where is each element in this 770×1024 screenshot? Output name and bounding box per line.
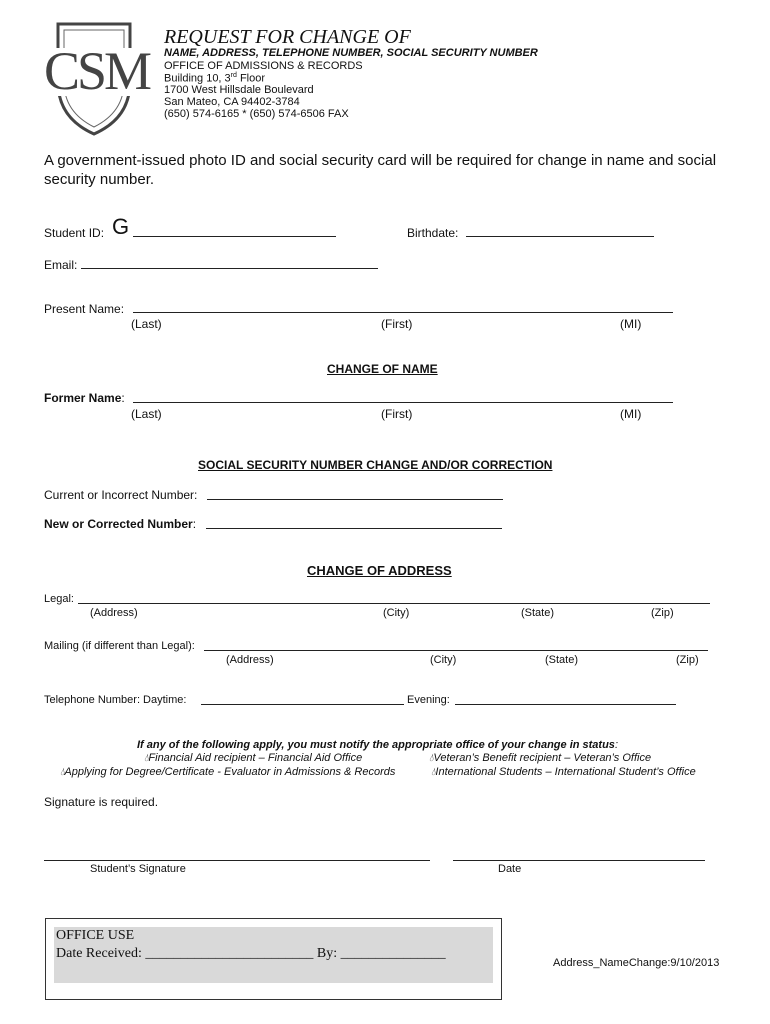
notify-item-4-text: International Students – International Student’s Office [435, 766, 696, 778]
telephone-daytime-field[interactable] [201, 704, 404, 705]
legal-state-caption: (State) [521, 607, 555, 619]
legal-address-caption: (Address) [90, 607, 138, 619]
mailing-address-field[interactable] [204, 650, 708, 651]
logo-text: CSM [44, 41, 150, 101]
email-field[interactable] [81, 268, 378, 269]
signature-required: Signature is required. [44, 795, 159, 809]
office-phone: (650) 574-6165 * (650) 574-6506 FAX [164, 108, 349, 120]
notify-item-degree [60, 766, 395, 779]
present-name-first: (First) [381, 317, 413, 331]
student-id-prefix: G [112, 214, 130, 239]
email-label: Email: [44, 258, 78, 272]
change-of-address-heading: CHANGE OF ADDRESS [307, 563, 452, 578]
mailing-zip-caption: (Zip) [676, 654, 699, 666]
present-name-label: Present Name: [44, 302, 125, 316]
telephone-evening-label: Evening: [407, 694, 450, 706]
ssn-new-text: New or Corrected Number [44, 517, 193, 531]
building-text: Building 10, 3 [164, 72, 231, 85]
building-floor: Floor [236, 72, 266, 85]
form-subtitle: NAME, ADDRESS, TELEPHONE NUMBER, SOCIAL SECURITY NUMBER [164, 47, 538, 59]
ssn-current-field[interactable] [207, 499, 503, 500]
mailing-state-caption: (State) [545, 654, 579, 666]
student-signature-field[interactable] [44, 860, 430, 861]
present-name-last: (Last) [131, 317, 162, 331]
telephone-daytime-label: Telephone Number: Daytime: [44, 694, 187, 706]
notify-item-3-text: Applying for Degree/Certificate - Evaluator in Admissions & Records [64, 766, 396, 778]
former-name-label [44, 391, 125, 405]
birthdate-field[interactable] [466, 236, 654, 237]
mailing-address-caption: (Address) [226, 654, 274, 666]
change-of-name-heading: CHANGE OF NAME [327, 362, 438, 376]
legal-city-caption: (City) [383, 607, 410, 619]
office-city: San Mateo, CA 94402-3784 [164, 96, 300, 108]
signature-date-field[interactable] [453, 860, 705, 861]
present-name-mi: (MI) [620, 317, 642, 331]
office-name: OFFICE OF ADMISSIONS & RECORDS [164, 60, 363, 72]
notify-heading-colon: : [614, 739, 618, 751]
notify-heading [137, 739, 618, 751]
ssn-current-label: Current or Incorrect Number: [44, 488, 198, 502]
legal-zip-caption: (Zip) [651, 607, 674, 619]
ssn-new-colon: : [192, 517, 197, 531]
office-building [164, 72, 265, 85]
birthdate-label: Birthdate: [407, 226, 459, 240]
office-use-title: OFFICE USE [56, 928, 135, 943]
building-sup: rd [230, 72, 237, 79]
ssn-new-label [44, 517, 196, 531]
former-name-text: Former Name [44, 391, 122, 405]
mailing-city-caption: (City) [430, 654, 457, 666]
telephone-evening-field[interactable] [455, 704, 676, 705]
former-name-mi: (MI) [620, 407, 642, 421]
csm-logo [44, 22, 150, 137]
student-id-label: Student ID: [44, 226, 105, 240]
notify-heading-text: If any of the following apply, you must notify the appropriate office of your change in status [137, 739, 615, 751]
notify-item-financial-aid [144, 752, 362, 765]
form-title: REQUEST FOR CHANGE OF [164, 26, 411, 48]
office-use-box [45, 918, 502, 1000]
form-code: Address_NameChange:9/10/2013 [553, 957, 720, 969]
former-name-last: (Last) [131, 407, 162, 421]
office-street: 1700 West Hillsdale Boulevard [164, 84, 314, 96]
present-name-field[interactable] [133, 312, 673, 313]
drop-icon: 💧︎ [429, 752, 434, 764]
notify-item-1-text: Financial Aid recipient – Financial Aid Office [148, 752, 363, 764]
ssn-heading: SOCIAL SECURITY NUMBER CHANGE AND/OR CORRECTION [198, 458, 553, 472]
former-name-first: (First) [381, 407, 413, 421]
ssn-new-field[interactable] [206, 528, 502, 529]
notify-item-international [431, 766, 696, 779]
drop-icon: 💧︎ [60, 766, 65, 778]
former-name-colon: : [121, 391, 125, 405]
drop-icon: 💧︎ [144, 752, 149, 764]
drop-icon: 💧︎ [431, 766, 436, 778]
signature-date-label: Date [498, 863, 522, 875]
mailing-address-label: Mailing (if different than Legal): [44, 640, 195, 652]
student-id-field[interactable] [133, 236, 336, 237]
legal-address-label: Legal: [44, 593, 74, 605]
student-signature-label: Student’s Signature [90, 863, 186, 875]
former-name-field[interactable] [133, 402, 673, 403]
office-use-date-received: Date Received: ________________________ By: _______________ [56, 946, 446, 961]
legal-address-field[interactable] [78, 603, 710, 604]
notify-item-veterans [429, 752, 651, 765]
id-notice: A government-issued photo ID and social security card will be required for change in name and social security number. [44, 152, 717, 188]
notify-item-2-text: Veteran’s Benefit recipient – Veteran’s Office [433, 752, 652, 764]
